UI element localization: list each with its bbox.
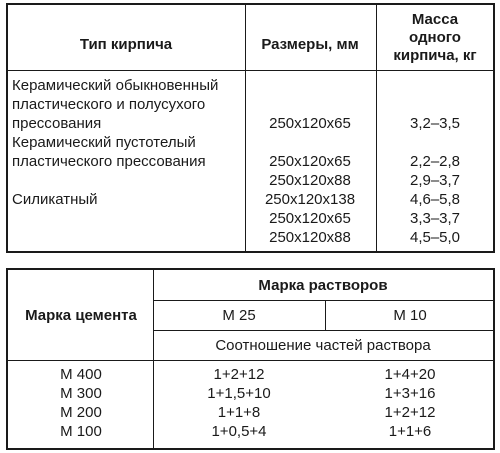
ratio-m25-cell: 1+0,5+4 — [211, 423, 267, 440]
ratio-header: Соотношение частей раствора — [215, 337, 431, 354]
mortar-grade-m25: М 25 — [222, 307, 256, 324]
ratio-m25-cell: 1+1+8 — [217, 404, 261, 421]
ratio-m25-cell: 1+1,5+10 — [207, 385, 271, 402]
size-cell: 250x120x88 — [269, 229, 351, 246]
header-divider — [153, 300, 493, 301]
brick-type-line: Керамический пустотелый — [12, 134, 196, 151]
header-mass-line1: Масса — [411, 11, 459, 28]
ratio-m25-cell: 1+2+12 — [213, 366, 265, 383]
header-cement-grade: Марка цемента — [25, 307, 137, 324]
header-brick-type: Тип кирпича — [79, 36, 173, 53]
header-divider — [8, 70, 493, 71]
mass-cell: 4,5–5,0 — [409, 229, 461, 246]
cement-grade-cell: М 400 — [60, 366, 102, 383]
ratio-m10-cell: 1+2+12 — [384, 404, 436, 421]
brick-type-line: пластического прессования — [12, 153, 206, 170]
column-divider — [245, 5, 246, 251]
header-mass-line2: одного — [409, 29, 461, 46]
cement-grade-cell: М 300 — [60, 385, 102, 402]
header-divider — [8, 360, 493, 361]
brick-type-line: Силикатный — [12, 191, 98, 208]
size-cell: 250x120x88 — [269, 172, 351, 189]
ratio-m10-cell: 1+4+20 — [384, 366, 436, 383]
column-divider — [325, 300, 326, 330]
mass-cell: 2,9–3,7 — [409, 172, 461, 189]
ratio-m10-cell: 1+1+6 — [388, 423, 432, 440]
brick-type-line: Керамический обыкновенный — [12, 77, 219, 94]
mass-cell: 4,6–5,8 — [409, 191, 461, 208]
size-cell: 250x120x65 — [269, 115, 351, 132]
size-cell: 250x120x138 — [264, 191, 356, 208]
header-mass-line3: кирпича, кг — [393, 47, 477, 64]
header-mortar-grade: Марка растворов — [258, 277, 388, 294]
brick-table — [6, 3, 495, 253]
header-divider — [153, 330, 493, 331]
size-cell: 250x120x65 — [269, 153, 351, 170]
brick-type-line: пластического и полусухого — [12, 96, 206, 113]
ratio-m10-cell: 1+3+16 — [384, 385, 436, 402]
size-cell: 250x120x65 — [269, 210, 351, 227]
mass-cell: 2,2–2,8 — [409, 153, 461, 170]
mass-cell: 3,2–3,5 — [409, 115, 461, 132]
brick-type-line: прессования — [12, 115, 102, 132]
mortar-table — [6, 268, 495, 450]
column-divider — [376, 5, 377, 251]
mortar-grade-m10: М 10 — [393, 307, 427, 324]
header-size: Размеры, мм — [261, 36, 359, 53]
cement-grade-cell: М 100 — [60, 423, 102, 440]
column-divider — [153, 270, 154, 448]
cement-grade-cell: М 200 — [60, 404, 102, 421]
mass-cell: 3,3–3,7 — [409, 210, 461, 227]
